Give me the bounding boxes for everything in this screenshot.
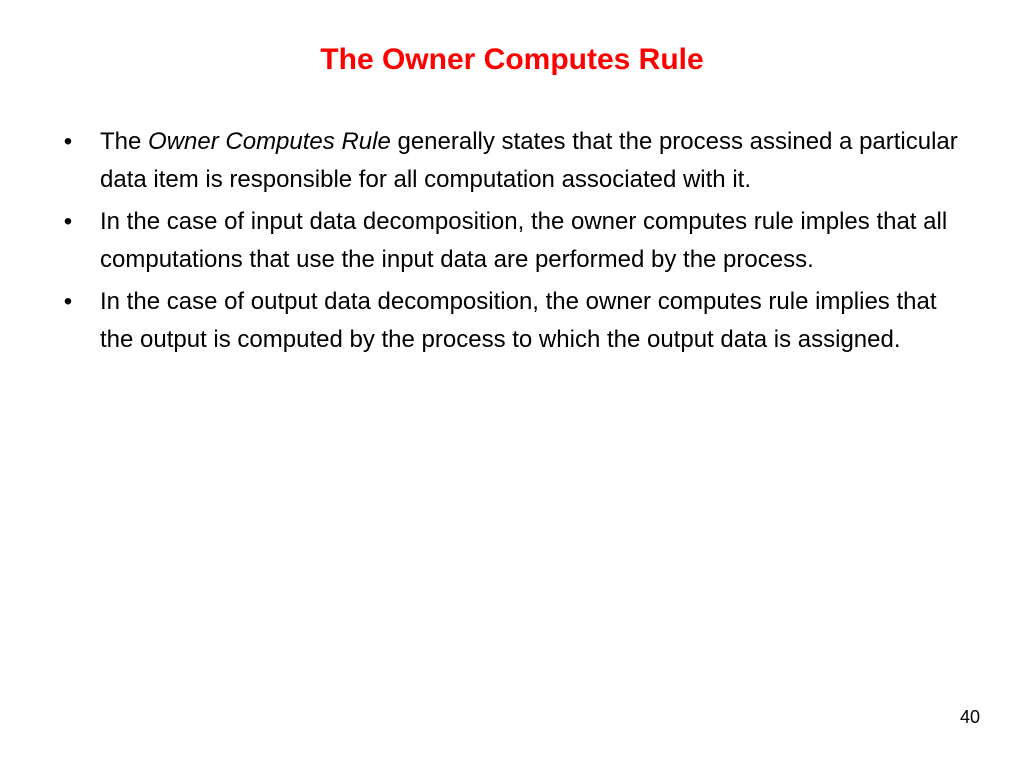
page-number: 40 bbox=[959, 707, 980, 727]
bullet-list bbox=[58, 123, 958, 363]
bullet-marker: • bbox=[63, 208, 73, 235]
bullet-marker: • bbox=[63, 288, 73, 315]
bullet-item-3 bbox=[58, 283, 958, 359]
slide-title: The Owner Computes Rule bbox=[320, 43, 704, 76]
bullet-text-prefix: The bbox=[100, 128, 149, 155]
bullet-item-2 bbox=[58, 203, 958, 279]
bullet-item-1 bbox=[58, 123, 958, 199]
bullet-text: In the case of output data decomposition, the owner computes rule implies that the output is computed by the process to which the output data is assigned. bbox=[100, 288, 937, 353]
bullet-text-emphasis: Owner Computes Rule bbox=[148, 128, 391, 155]
bullet-text-suffix: generally states that the process assined a particular data item is responsible for all computation associated with it. bbox=[100, 128, 958, 193]
bullet-text: In the case of input data decomposition, the owner computes rule imples that all computations that use the input data are performed by the process. bbox=[100, 208, 948, 273]
bullet-marker: • bbox=[63, 128, 73, 155]
